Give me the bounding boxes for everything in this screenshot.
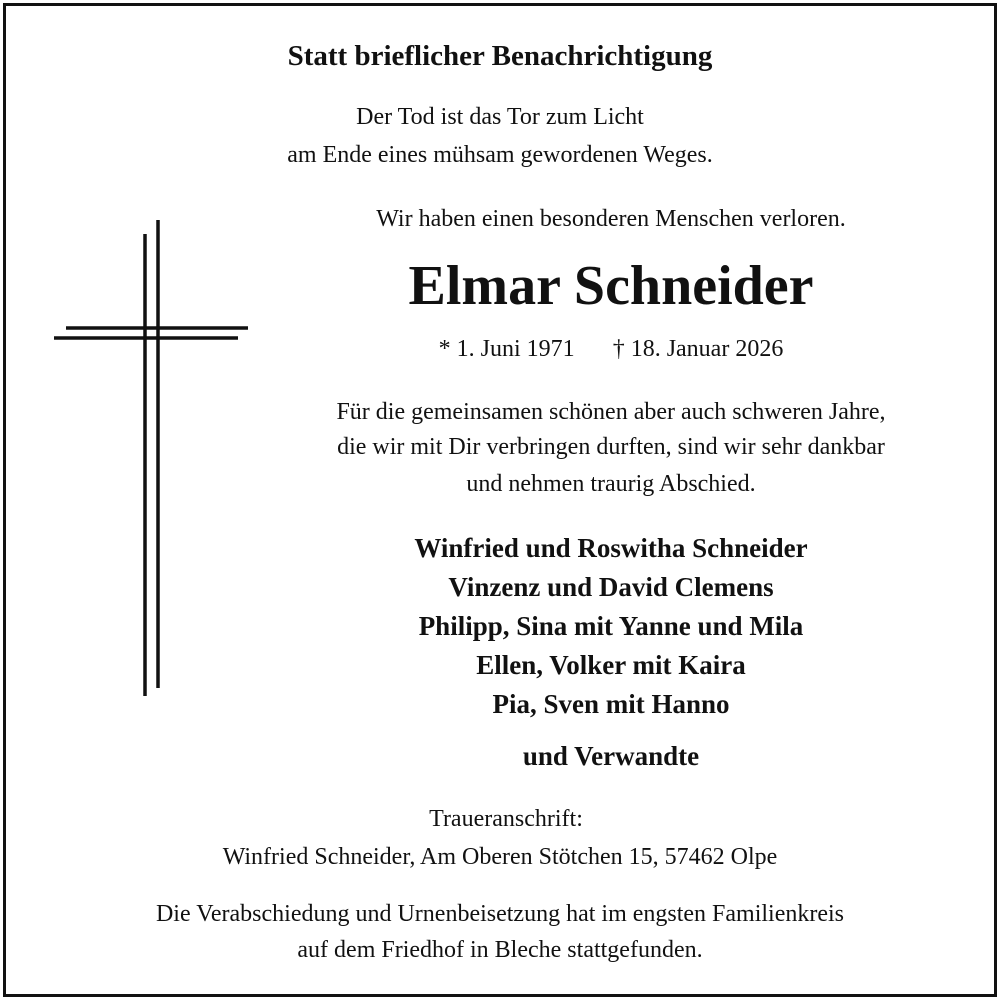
birth-date: * 1. Juni 1971 bbox=[438, 336, 575, 362]
motto-line-1: Der Tod ist das Tor zum Licht bbox=[356, 104, 644, 130]
address-label: Traueranschrift: bbox=[429, 806, 583, 832]
death-date: † 18. Januar 2026 bbox=[612, 336, 784, 362]
cross-image bbox=[48, 218, 264, 698]
thanks-line-2: die wir mit Dir verbringen durften, sind wir sehr dankbar bbox=[337, 434, 885, 460]
intro-text: Wir haben einen besonderen Menschen verloren. bbox=[376, 206, 846, 232]
ceremony-note-line-2: auf dem Friedhof in Bleche stattgefunden. bbox=[297, 937, 703, 963]
mourner-line: Vinzenz und David Clemens bbox=[448, 572, 774, 602]
notice-frame bbox=[3, 3, 997, 997]
address-value: Winfried Schneider, Am Oberen Stötchen 15, 57462 Olpe bbox=[222, 844, 778, 870]
life-dates bbox=[261, 336, 961, 363]
thanks-line-3: und nehmen traurig Abschied. bbox=[466, 471, 756, 497]
thanks-line-1: Für die gemeinsamen schönen aber auch schweren Jahre, bbox=[336, 399, 886, 425]
motto-line-2: am Ende eines mühsam gewordenen Weges. bbox=[287, 142, 713, 168]
mourner-line: Ellen, Volker mit Kaira bbox=[476, 650, 746, 680]
notice-content bbox=[6, 6, 994, 994]
ceremony-note-line-1: Die Verabschiedung und Urnenbeisetzung hat im engsten Familienkreis bbox=[155, 901, 845, 927]
mourner-line: Philipp, Sina mit Yanne und Mila bbox=[418, 611, 804, 641]
deceased-name: Elmar Schneider bbox=[408, 255, 814, 317]
mourner-line: Winfried und Roswitha Schneider bbox=[414, 533, 808, 563]
mourner-line: Pia, Sven mit Hanno bbox=[492, 689, 730, 719]
notice-heading: Statt brieflicher Benachrichtigung bbox=[287, 40, 713, 72]
relatives-line: und Verwandte bbox=[522, 741, 700, 771]
cross-icon bbox=[48, 218, 264, 698]
